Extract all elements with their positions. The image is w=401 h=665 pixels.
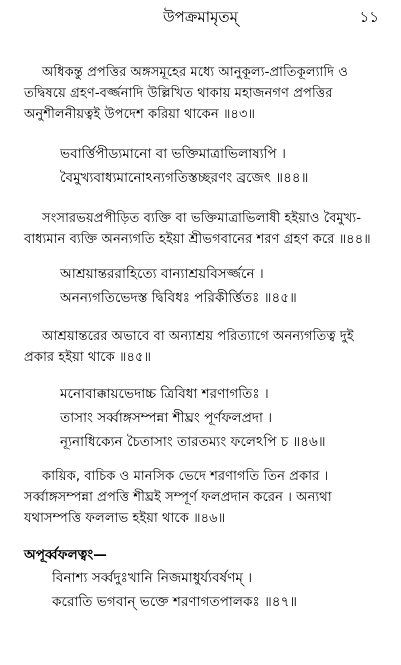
paragraph-line: বাধ্যমান ব্যক্তি অনন্যগতি হইয়া শ্রীভগবানের শরণ গ্রহণ করে ॥৪৪॥: [24, 232, 371, 247]
verse-47: [52, 566, 297, 614]
paragraph-line: প্রকার হইয়া থাকে ॥৪৫॥: [24, 350, 152, 365]
paragraph-line: তদ্বিষয়ে গ্রহণ-বর্জ্জনাদি উল্লিখিত থাকায় মহাজনগণ প্রপত্তির: [24, 86, 333, 101]
verse-45: [60, 262, 380, 310]
paragraph-line: অনুশীলনীয়ত্বই উপদেশ করিয়া থাকেন ॥৪৩॥: [24, 107, 256, 122]
verse-44: [60, 142, 380, 190]
verse-line: তাসাং সর্ব্বাঙ্গসম্পন্না শীঘ্রং পূর্ণফলপ্রদা ।: [60, 410, 273, 426]
commentary-paragraph-46: [24, 466, 376, 529]
running-title: উপক্রমামৃতম্: [163, 8, 238, 26]
section-heading: অপূর্ব্বফলত্বং—: [24, 547, 107, 563]
paragraph-line: যথাসম্পত্তি ফললাভ হইয়া থাকে ॥৪৬॥: [24, 511, 226, 526]
commentary-paragraph-43: [24, 62, 376, 125]
paragraph-line: আশ্রয়ান্তরের অভাবে বা অন্যাশ্রয় পরিত্যাগে অনন্যগতিত্ব দুই: [42, 329, 354, 344]
page-number: ১১: [359, 8, 379, 26]
verse-line: করোতি ভগবান্ ভক্তে শরণাগতপালকঃ ॥৪৭॥: [52, 594, 298, 610]
paragraph-line: অধিকন্তু প্রপত্তির অঙ্গসমূহের মধ্যে আনুকূল্য-প্রাতিকূল্যাদি ও: [42, 65, 348, 80]
verse-line: বৈমুখ্যবাধ্যমানোঽন্যগতিস্তচ্ছরণং ব্রজেৎ ॥৪৪॥: [60, 170, 309, 186]
verse-46: [60, 382, 380, 454]
verse-line: বিনাশ্য সর্ব্বদুঃখানি নিজমাধুর্য্যবর্ষণম্ ।: [52, 570, 253, 586]
verse-line: আশ্রয়ান্তররাহিত্যে বান্যাশ্রয়বিসর্জ্জনে ।: [60, 266, 264, 282]
page-header: [0, 6, 401, 30]
verse-line: ন্যূনাধিক্যেন চৈতাসাং তারতম্যং ফলেঽপি চ ॥৪৬॥: [60, 434, 326, 450]
verse-line: মনোবাক্কায়ভেদাচ্চ ত্রিবিধা শরণাগতিঃ ।: [60, 386, 269, 402]
paragraph-line: সর্ব্বাঙ্গসম্পন্না প্রপত্তি শীঘ্রই সম্পূর্ণ ফলপ্রদান করেন । অন্যথা: [24, 490, 332, 505]
commentary-paragraph-45: [24, 326, 376, 368]
paragraph-line: সংসারভয়প্রপীড়িত ব্যক্তি বা ভক্তিমাত্রাভিলাষী হইয়াও বৈমুখ্য-: [42, 211, 361, 226]
paragraph-line: কায়িক, বাচিক ও মানসিক ভেদে শরণাগতি তিন প্রকার ।: [42, 469, 329, 484]
commentary-paragraph-44: [24, 208, 376, 250]
verse-line: ভবার্ত্তিপীড্যমানো বা ভক্তিমাত্রাভিলাষ্যপি ।: [60, 146, 286, 162]
verse-line: অনন্যগতিভেদস্ত দ্বিবিধঃ পরিকীর্ত্তিতঃ ॥৪৫॥: [60, 290, 297, 306]
